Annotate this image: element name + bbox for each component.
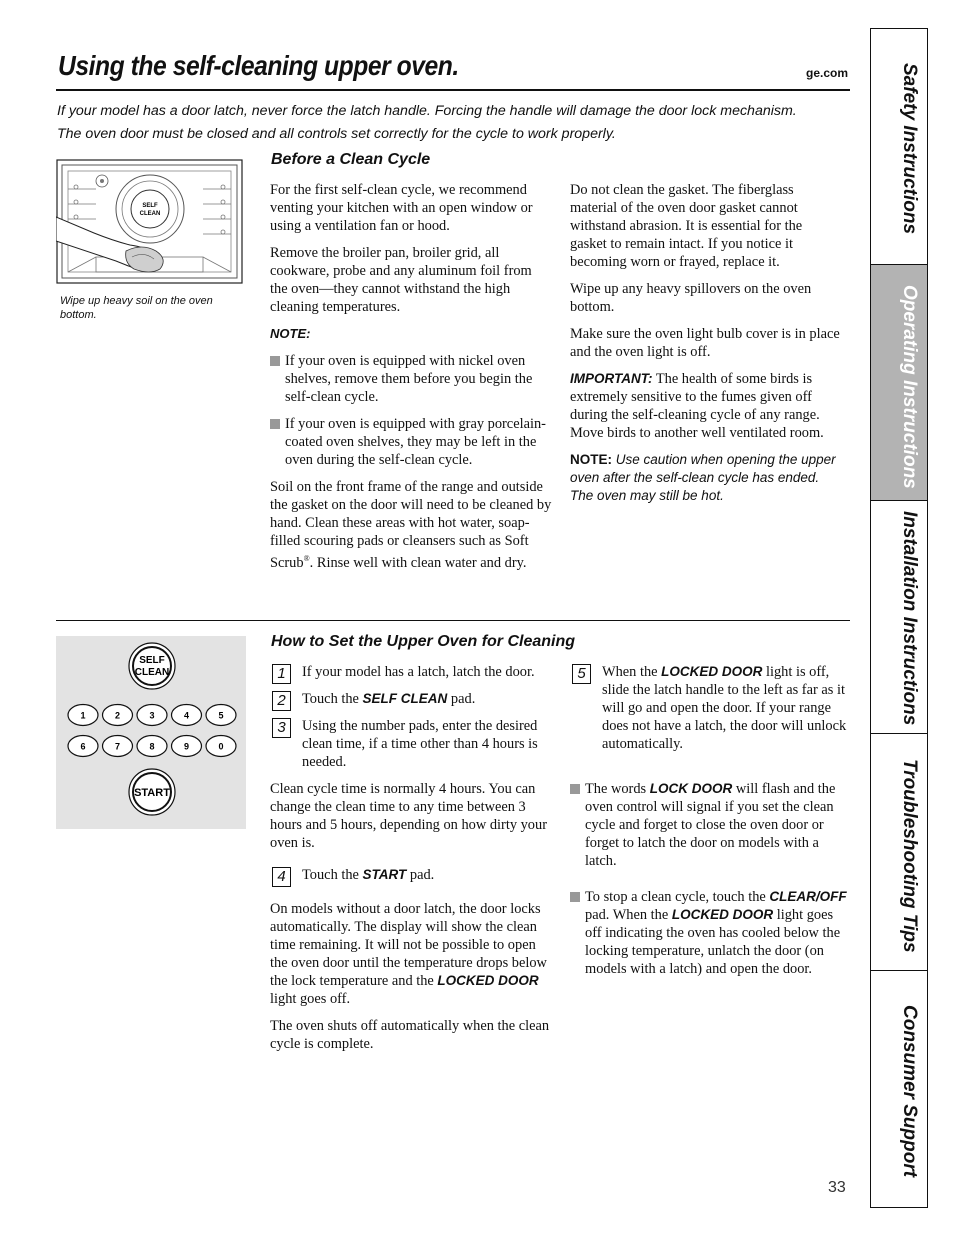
text: will flash and the oven control will signal if you set the clean cycle and forget to close the oven door or forget to latch the door on models with a latch.: [585, 781, 836, 869]
paragraph: The oven shuts off automatically when the clean cycle is complete.: [270, 1018, 550, 1052]
keyword: LOCKED DOOR: [671, 907, 774, 922]
paragraph: Clean cycle time is normally 4 hours. You can change the clean time to any time between 3 hours and 5 hours, depending on how dirty your oven is.: [270, 781, 547, 851]
fig-self-label: SELF: [142, 203, 158, 209]
text: light is off, slide the latch handle to the left as far as it will go and open the door. If your range does not have a latch, the door will unlock automatically.: [602, 664, 847, 752]
paragraph: Wipe up any heavy spillovers on the oven bottom.: [570, 281, 812, 315]
control-panel-illustration: [56, 636, 246, 829]
number-pad-label: 1: [80, 710, 86, 721]
bullet-square-icon: [270, 419, 280, 429]
before-left-column: [270, 181, 552, 581]
tab-label: Consumer Support: [899, 1005, 920, 1178]
keyword: LOCK DOOR: [649, 781, 733, 796]
tab-label: Troubleshooting Tips: [899, 759, 920, 953]
paragraph: Remove the broiler pan, broiler grid, all cookware, probe and any aluminum foil from the oven—they cannot withstand the high cleaning temperatures.: [270, 245, 532, 315]
tab-label: Operating Instructions: [899, 285, 920, 489]
text: light goes off.: [270, 991, 351, 1007]
section-tabs: [870, 28, 928, 1208]
intro-warning: [57, 100, 847, 146]
registered-mark: ®: [303, 554, 310, 563]
before-right-column: [570, 181, 840, 514]
text: pad. When the: [585, 907, 672, 923]
number-pad-label: 2: [114, 710, 121, 721]
paragraph: For the first self-clean cycle, we recommend venting your kitchen with an open window or using a ventilation fan or hood.: [270, 182, 533, 234]
text: When the: [602, 664, 662, 680]
bullet-item: [270, 352, 552, 406]
fig-clean-label: CLEAN: [139, 211, 161, 217]
step-4: [270, 866, 553, 884]
tab-troubleshooting-tips[interactable]: [871, 733, 927, 971]
text: To stop a clean cycle, touch the: [585, 889, 770, 905]
important-paragraph: [570, 370, 840, 442]
section-heading-before: Before a Clean Cycle: [271, 151, 431, 168]
intro-line: If your model has a door latch, never force the latch handle. Forcing the handle will damage the door lock mechanism.: [57, 103, 797, 119]
step-number: 1: [272, 664, 291, 684]
text: The health of some birds is extremely sensitive to the fumes given off during the self-cleaning cycle of any range. Move birds to another well ventilated room.: [570, 371, 824, 441]
bullet-text: If your oven is equipped with nickel oven shelves, remove them before you begin the self-clean cycle.: [285, 353, 533, 405]
oven-wipe-illustration: [56, 159, 243, 284]
site-url[interactable]: ge.com: [806, 66, 849, 80]
number-pad-label: 8: [149, 741, 155, 752]
bullet-item: [270, 415, 552, 469]
step-number: 2: [272, 691, 291, 711]
section-divider: [56, 620, 850, 621]
tab-operating-instructions[interactable]: [871, 264, 927, 501]
page-number: 33: [828, 1179, 846, 1196]
page-title: Using the self-cleaning upper oven.: [58, 50, 459, 81]
number-pad-label: 9: [183, 741, 190, 752]
step-number: 4: [272, 867, 291, 887]
intro-line: The oven door must be closed and all controls set correctly for the cycle to work properly.: [57, 126, 616, 142]
text: Use caution when opening the upper oven after the self-clean cycle has ended. The oven may still be hot.: [570, 452, 836, 503]
paragraph: [270, 478, 552, 572]
tab-consumer-support[interactable]: [871, 970, 927, 1208]
text: light goes off indicating the oven has cooled below the locking temperature, unlatch the door (on models with a latch) and open the door.: [585, 907, 841, 977]
tab-label: Safety Instructions: [899, 63, 920, 235]
important-label: IMPORTANT:: [570, 371, 653, 386]
text: . Rinse well with clean water and dry.: [309, 554, 527, 571]
step-number: 5: [572, 664, 591, 684]
number-pad-label: 6: [80, 741, 86, 752]
bullet-item: [570, 888, 850, 978]
bullet-square-icon: [270, 356, 280, 366]
note-label: NOTE:: [270, 326, 311, 341]
step-text: Using the number pads, enter the desired clean time, if a time other than 4 hours is needed.: [302, 718, 538, 770]
keyword: CLEAR/OFF: [769, 889, 847, 904]
number-pad-label: 0: [218, 741, 224, 752]
start-pad[interactable]: START: [134, 787, 170, 799]
howto-right-column: [570, 663, 850, 987]
paragraph: [270, 900, 553, 1008]
self-clean-pad-self[interactable]: SELF: [139, 655, 165, 666]
step-number: 3: [272, 718, 291, 738]
text: On models without a door latch, the door locks automatically. The display will show the clean time remaining. It will not be possible to open the oven door until the temperature drops below the lock temperature and the: [270, 901, 547, 989]
self-clean-pad-clean[interactable]: CLEAN: [134, 667, 170, 678]
text: Touch the: [302, 867, 363, 883]
note-paragraph: [570, 451, 840, 505]
text: Touch the: [302, 691, 363, 707]
bullet-square-icon: [570, 784, 580, 794]
step-5: [570, 663, 850, 753]
number-pad-label: 4: [183, 710, 190, 721]
text: pad.: [447, 691, 476, 707]
bullet-square-icon: [570, 892, 580, 902]
note-label: NOTE:: [570, 452, 612, 467]
paragraph: Make sure the oven light bulb cover is in place and the oven light is off.: [570, 326, 840, 360]
header-rule: [56, 89, 850, 91]
number-pad-label: 7: [114, 741, 121, 752]
step-3: [270, 717, 553, 771]
bullet-text: If your oven is equipped with gray porcelain-coated oven shelves, they may be left in the oven during the self-clean cycle.: [285, 416, 546, 468]
keyword: LOCKED DOOR: [437, 973, 539, 988]
keyword: SELF CLEAN: [362, 691, 448, 706]
section-heading-howto: How to Set the Upper Oven for Cleaning: [271, 633, 576, 650]
step-text: If your model has a latch, latch the door.: [302, 664, 535, 680]
text: pad.: [406, 867, 435, 883]
keyword: START: [362, 867, 407, 882]
text: The words: [585, 781, 650, 797]
step-1: [270, 663, 553, 681]
number-pad-label: 3: [149, 710, 155, 721]
tab-safety-instructions[interactable]: [871, 29, 927, 264]
keyword: LOCKED DOOR: [661, 664, 763, 679]
step-2: [270, 690, 553, 708]
tab-installation-instructions[interactable]: [871, 500, 927, 734]
bullet-item: [570, 780, 850, 870]
figure-caption: Wipe up heavy soil on the oven bottom.: [60, 295, 213, 321]
number-pad-label: 5: [218, 710, 224, 721]
howto-left-column: [270, 663, 553, 1062]
tab-label: Installation Instructions: [899, 511, 920, 726]
paragraph: Do not clean the gasket. The fiberglass material of the oven door gasket cannot withstand abrasion. It is essential for the gasket to remain intact. If you notice it becoming worn or frayed, replace it.: [570, 182, 803, 270]
text: Soil on the front frame of the range and outside the gasket on the door will need to be cleaned by hand. Clean these areas with hot water, soap-filled scouring pads or cleansers such as Soft Scrub: [270, 479, 552, 571]
